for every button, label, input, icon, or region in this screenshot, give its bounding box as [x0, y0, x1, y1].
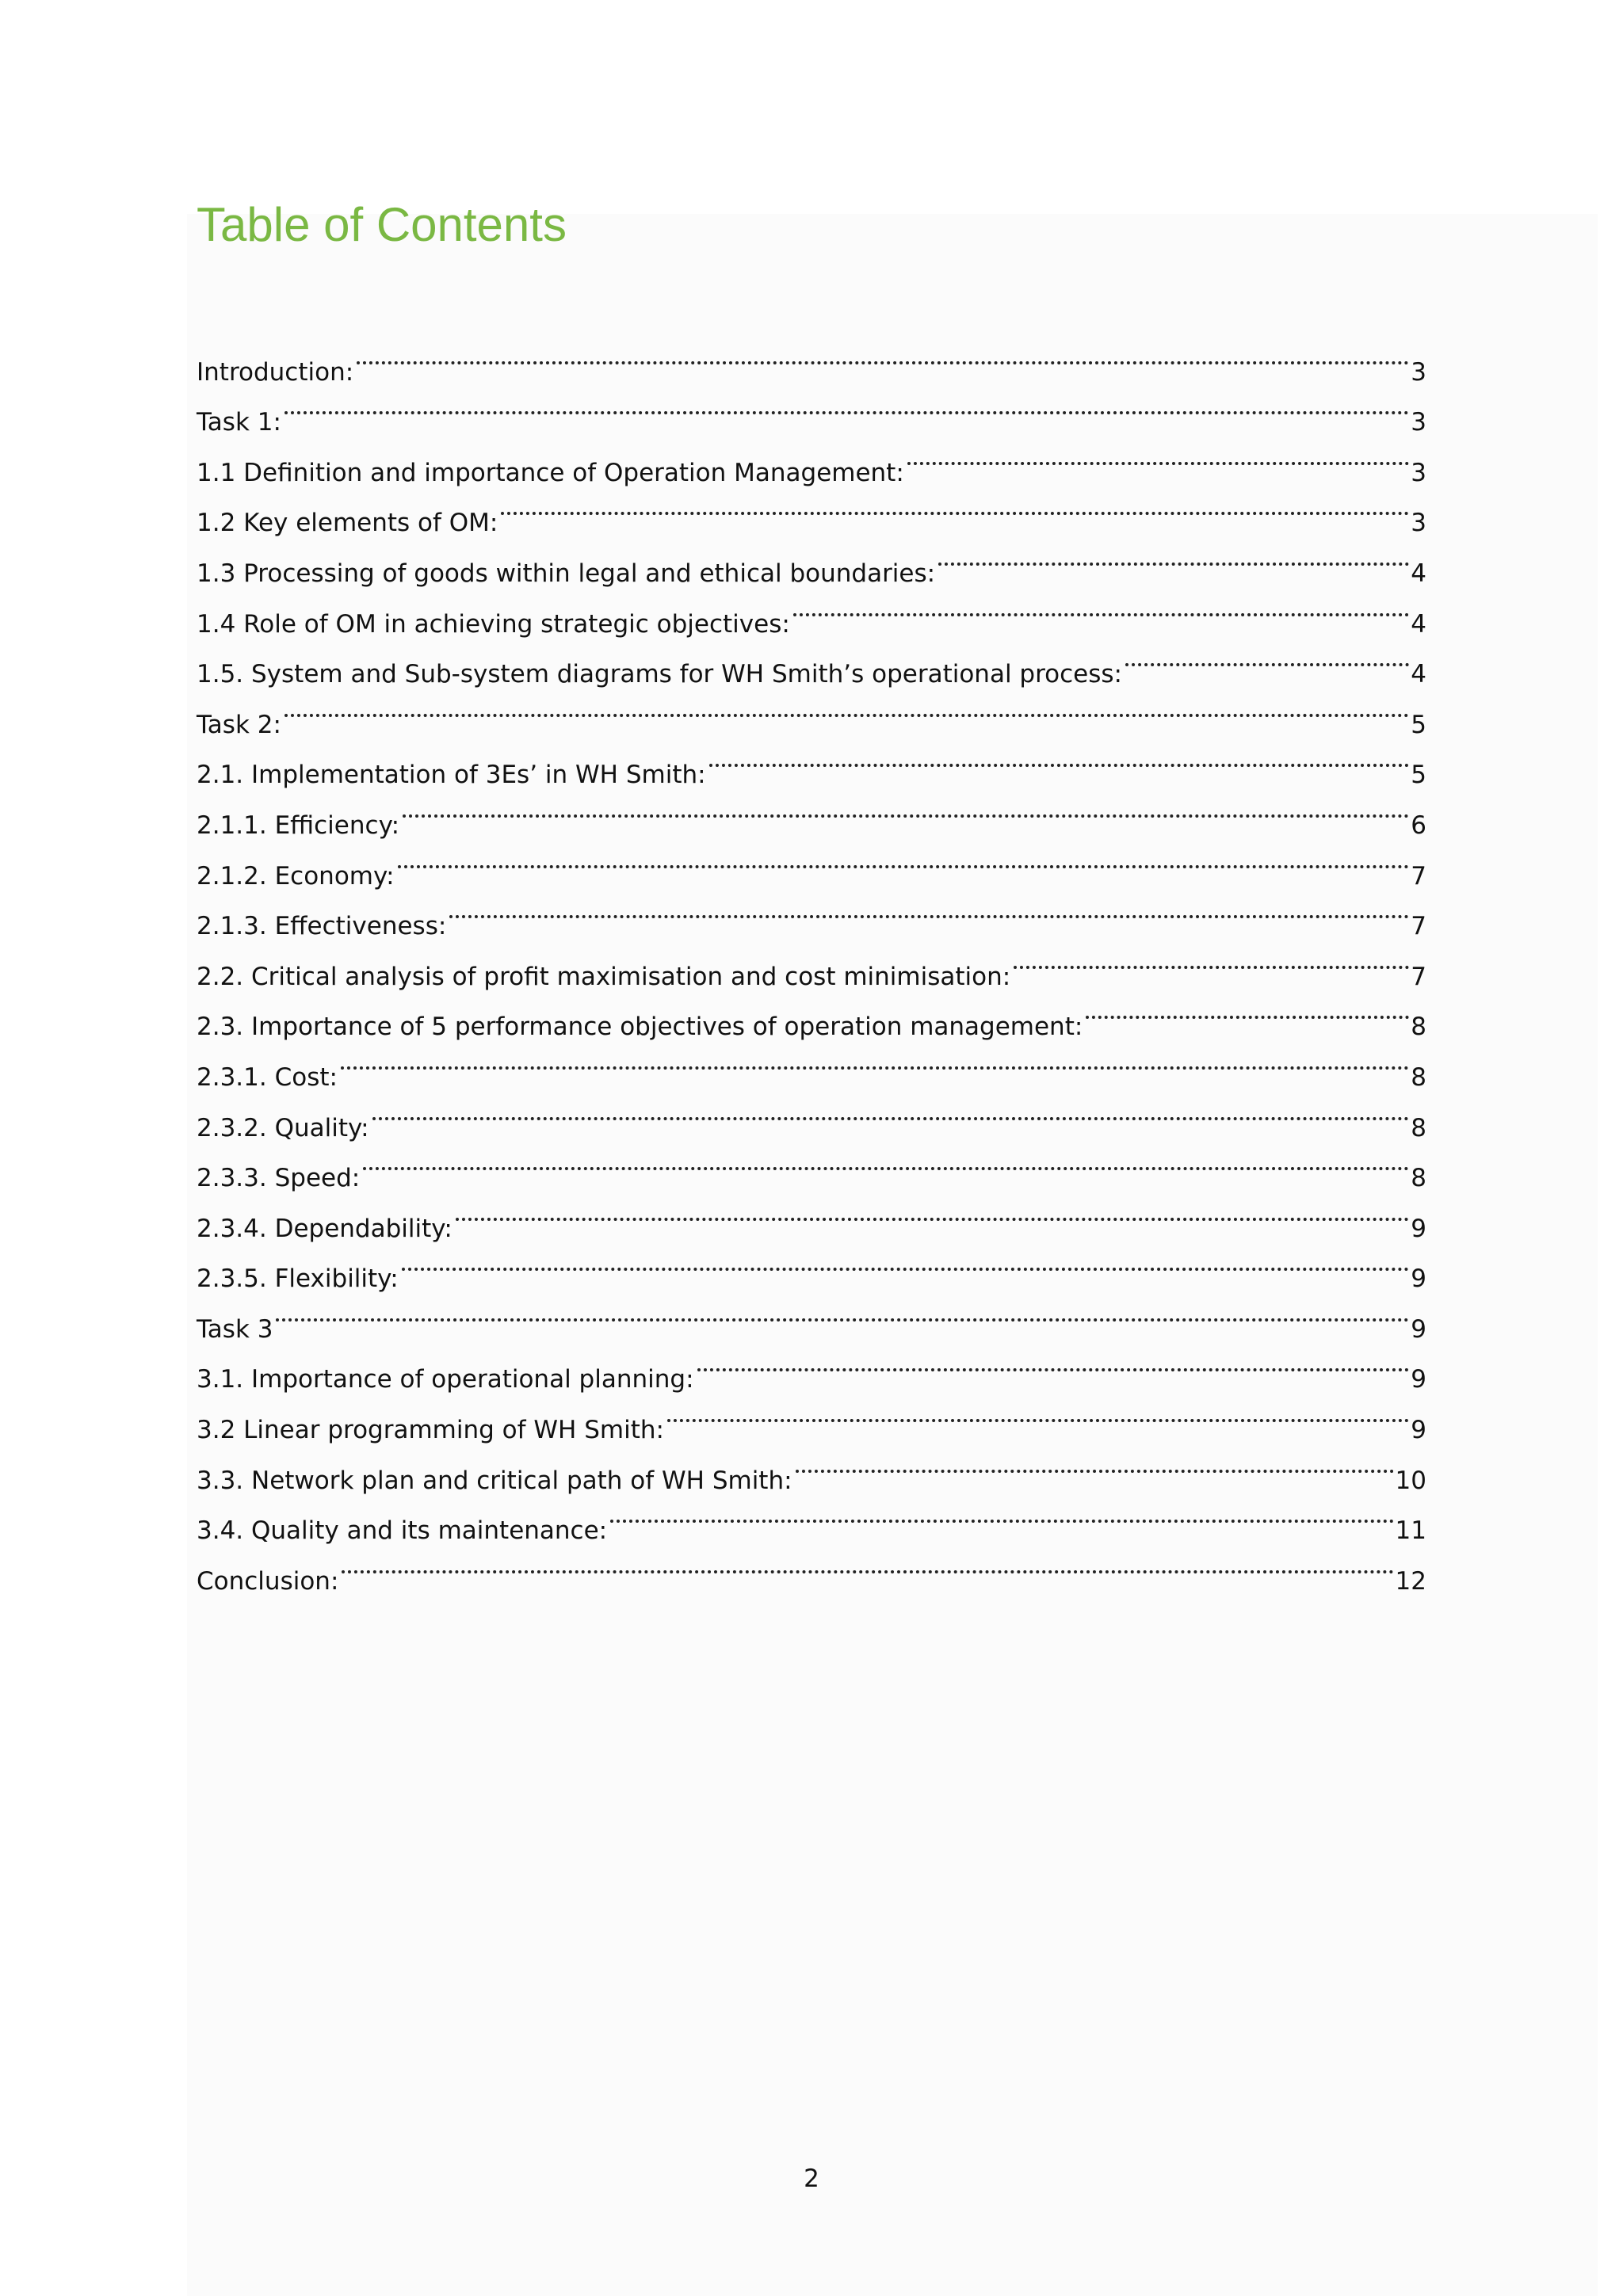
- toc-dot-leader: [285, 682, 1409, 733]
- toc-entry-label: 2.3.5. Flexibility:: [197, 1264, 399, 1294]
- toc-entry-page: 9: [1411, 1214, 1426, 1243]
- toc-entry-page: 8: [1411, 1013, 1426, 1042]
- toc-entry-page: 12: [1395, 1566, 1426, 1596]
- toc-entry-page: 9: [1411, 1365, 1426, 1394]
- toc-dot-leader: [372, 1085, 1410, 1136]
- toc-dot-leader: [907, 430, 1409, 481]
- toc-entry-label: Task 1:: [197, 408, 281, 437]
- page-number: 2: [804, 2164, 819, 2193]
- toc-entry-page: 9: [1411, 1416, 1426, 1445]
- toc-heading: Table of Contents: [197, 198, 567, 251]
- toc-list: [197, 330, 1426, 1596]
- toc-entry-page: 4: [1411, 559, 1426, 588]
- toc-entry-label: 2.3.3. Speed:: [197, 1164, 361, 1193]
- toc-entry-label: 3.3. Network plan and critical path of WH Smith:: [197, 1466, 792, 1495]
- toc-entry-label: 1.4 Role of OM in achieving strategic objectives:: [197, 609, 790, 639]
- toc-entry-label: 3.2 Linear programming of WH Smith:: [197, 1416, 664, 1445]
- toc-dot-leader: [667, 1387, 1409, 1438]
- toc-entry-page: 9: [1411, 1314, 1426, 1344]
- toc-entry-page: 7: [1411, 912, 1426, 941]
- toc-entry-introduction[interactable]: [197, 330, 1426, 387]
- toc-dot-leader: [1125, 632, 1409, 683]
- toc-entry-page: 8: [1411, 1062, 1426, 1092]
- toc-entry-label: 2.3.2. Quality:: [197, 1113, 369, 1142]
- toc-entry-label: Conclusion:: [197, 1566, 339, 1596]
- toc-dot-leader: [285, 380, 1409, 431]
- toc-entry-page: 7: [1411, 962, 1426, 991]
- toc-entry-label: 1.2 Key elements of OM:: [197, 509, 498, 538]
- toc-entry-label: 3.4. Quality and its maintenance:: [197, 1516, 608, 1546]
- toc-entry-conclusion[interactable]: [197, 1539, 1426, 1596]
- toc-entry-page: 11: [1395, 1516, 1426, 1546]
- toc-dot-leader: [363, 1136, 1409, 1187]
- toc-entry-page: 7: [1411, 861, 1426, 891]
- toc-entry-label: 1.1 Definition and importance of Operation Management:: [197, 458, 904, 487]
- toc-dot-leader: [403, 783, 1409, 833]
- toc-entry-label: 1.3 Processing of goods within legal and ethical boundaries:: [197, 559, 936, 588]
- toc-entry-1-1[interactable]: [197, 430, 1426, 487]
- toc-dot-leader: [1014, 934, 1409, 985]
- toc-entry-label: 2.3. Importance of 5 performance objectives of operation management:: [197, 1013, 1083, 1042]
- toc-dot-leader: [938, 531, 1409, 582]
- toc-entry-3-1[interactable]: [197, 1337, 1426, 1394]
- toc-entry-2-3-2[interactable]: [197, 1085, 1426, 1142]
- toc-dot-leader: [342, 1539, 1393, 1589]
- toc-entry-task-2[interactable]: [197, 682, 1426, 739]
- toc-entry-2-1[interactable]: [197, 733, 1426, 790]
- toc-entry-page: 9: [1411, 1264, 1426, 1294]
- toc-entry-2-3-3[interactable]: [197, 1136, 1426, 1193]
- toc-entry-page: 10: [1395, 1466, 1426, 1495]
- toc-dot-leader: [456, 1186, 1409, 1237]
- toc-entry-2-3-4[interactable]: [197, 1186, 1426, 1243]
- toc-entry-page: 8: [1411, 1164, 1426, 1193]
- toc-dot-leader: [449, 884, 1409, 935]
- toc-dot-leader: [398, 833, 1410, 884]
- toc-dot-leader: [501, 481, 1409, 532]
- toc-entry-label: 2.1.1. Efficiency:: [197, 810, 400, 840]
- toc-dot-leader: [402, 1237, 1410, 1287]
- toc-dot-leader: [709, 733, 1410, 784]
- toc-entry-label: 3.1. Importance of operational planning:: [197, 1365, 694, 1394]
- toc-entry-task-3[interactable]: [197, 1287, 1426, 1344]
- toc-dot-leader: [1086, 985, 1409, 1035]
- toc-entry-task-1[interactable]: [197, 380, 1426, 437]
- toc-entry-page: 3: [1411, 408, 1426, 437]
- toc-entry-page: 4: [1411, 660, 1426, 689]
- toc-dot-leader: [357, 330, 1409, 380]
- toc-dot-leader: [610, 1489, 1393, 1539]
- toc-dot-leader: [276, 1287, 1409, 1337]
- toc-dot-leader: [697, 1337, 1410, 1388]
- toc-entry-label: Introduction:: [197, 357, 354, 387]
- toc-entry-label: Task 3: [197, 1314, 273, 1344]
- toc-entry-label: 2.3.4. Dependability:: [197, 1214, 453, 1243]
- toc-dot-leader: [796, 1438, 1394, 1489]
- toc-dot-leader: [341, 1035, 1409, 1085]
- toc-entry-page: 3: [1411, 458, 1426, 487]
- toc-entry-label: 2.1.3. Effectiveness:: [197, 912, 447, 941]
- toc-entry-page: 4: [1411, 609, 1426, 639]
- toc-entry-label: 2.1.2. Economy:: [197, 861, 395, 891]
- toc-dot-leader: [793, 582, 1409, 632]
- toc-entry-page: 8: [1411, 1113, 1426, 1142]
- toc-entry-label: Task 2:: [197, 710, 281, 739]
- toc-entry-page: 5: [1411, 761, 1426, 790]
- toc-entry-label: 2.2. Critical analysis of profit maximisation and cost minimisation:: [197, 962, 1011, 991]
- toc-entry-label: 2.1. Implementation of 3Es’ in WH Smith:: [197, 761, 706, 790]
- toc-entry-page: 3: [1411, 357, 1426, 387]
- toc-entry-2-3-1[interactable]: [197, 1035, 1426, 1092]
- toc-entry-page: 6: [1411, 810, 1426, 840]
- toc-entry-label: 1.5. System and Sub-system diagrams for WH Smith’s operational process:: [197, 660, 1122, 689]
- toc-entry-label: 2.3.1. Cost:: [197, 1062, 338, 1092]
- toc-entry-page: 5: [1411, 710, 1426, 739]
- toc-entry-page: 3: [1411, 509, 1426, 538]
